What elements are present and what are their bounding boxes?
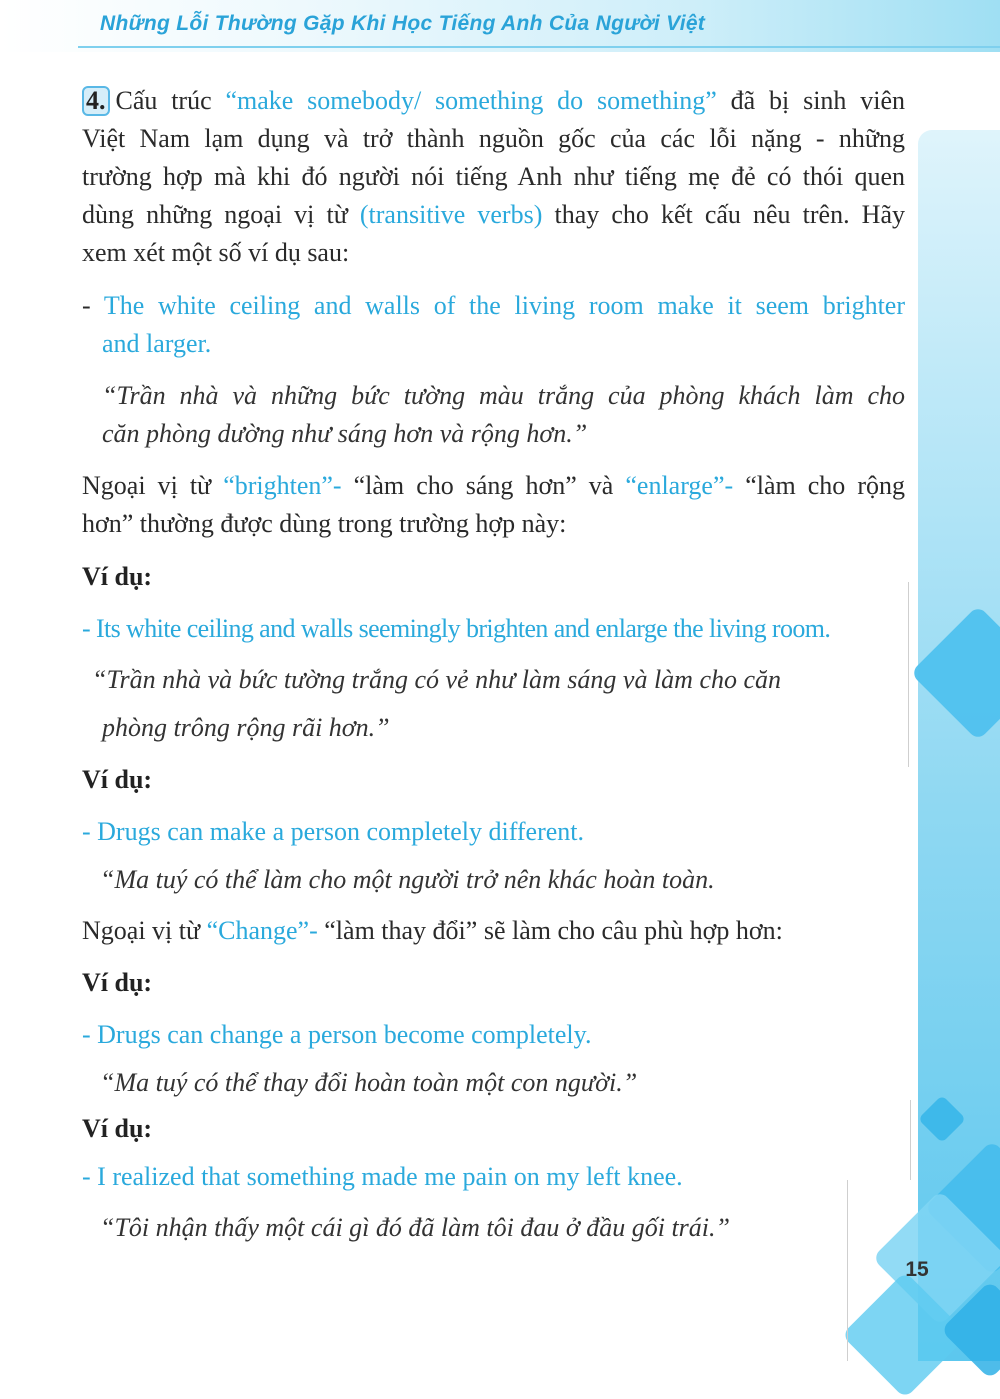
example-translation: “Trần nhà và bức tường trắng có vẻ như làm sáng và làm cho căn (92, 665, 782, 694)
example-translation: căn phòng dường như sáng hơn và rộng hơn.” (102, 419, 588, 448)
example-sentence: - I realized that something made me pain on my left knee. (82, 1162, 683, 1191)
example-translation: “Tôi nhận thấy một cái gì đó đã làm tôi đau ở đầu gối trái.” (100, 1213, 730, 1242)
example-heading: Ví dụ: (82, 765, 153, 794)
paragraph-line: trường hợp mà khi đó người nói tiếng Anh như tiếng mẹ đẻ có thói quen (82, 162, 905, 191)
example-sentence: - Drugs can change a person become completely. (82, 1020, 592, 1049)
paragraph-line: Việt Nam lạm dụng và trở thành nguồn gốc của các lỗi nặng - những (82, 124, 905, 153)
structure-phrase: “make somebody/ something do something” (225, 86, 717, 115)
paragraph-line: 4. Cấu trúc “make somebody/ something do something” đã bị sinh viên (82, 82, 905, 120)
paragraph-line: Ngoại vị từ “Change”- “làm thay đổi” sẽ làm cho câu phù hợp hơn: (82, 916, 783, 945)
header-rule (78, 46, 1000, 48)
term-transitive-verbs: (transitive verbs) (359, 200, 543, 229)
page-number: 15 (905, 1258, 929, 1281)
paragraph-line: xem xét một số ví dụ sau: (82, 238, 350, 267)
example-heading: Ví dụ: (82, 1114, 153, 1143)
example-translation: “Ma tuý có thể làm cho một người trở nên khác hoàn toàn. (100, 865, 715, 894)
example-translation: “Ma tuý có thể thay đổi hoàn toàn một con người.” (100, 1068, 638, 1097)
example-sentence: and larger. (102, 329, 212, 358)
example-translation: phòng trông rộng rãi hơn.” (102, 713, 390, 742)
margin-line (910, 1100, 911, 1180)
margin-line (847, 1180, 848, 1361)
example-heading: Ví dụ: (82, 562, 153, 591)
item-number: 4. (82, 86, 110, 116)
running-title: Những Lỗi Thường Gặp Khi Học Tiếng Anh Của Người Việt (100, 12, 706, 35)
paragraph-line: dùng những ngoại vị từ (transitive verbs) thay cho kết cấu nêu trên. Hãy (82, 200, 905, 229)
example-sentence: - The white ceiling and walls of the living room make it seem brighter (82, 291, 905, 320)
paragraph-line: hơn” thường được dùng trong trường hợp này: (82, 509, 567, 538)
example-sentence: - Drugs can make a person completely different. (82, 817, 584, 846)
example-heading: Ví dụ: (82, 968, 153, 997)
page-header (0, 0, 1000, 52)
example-translation: “Trần nhà và những bức tường màu trắng của phòng khách làm cho (102, 381, 905, 410)
example-sentence: - Its white ceiling and walls seemingly brighten and enlarge the living room. (82, 614, 831, 643)
paragraph-line: Ngoại vị từ “brighten”- “làm cho sáng hơn” và “enlarge”- “làm cho rộng (82, 471, 905, 500)
